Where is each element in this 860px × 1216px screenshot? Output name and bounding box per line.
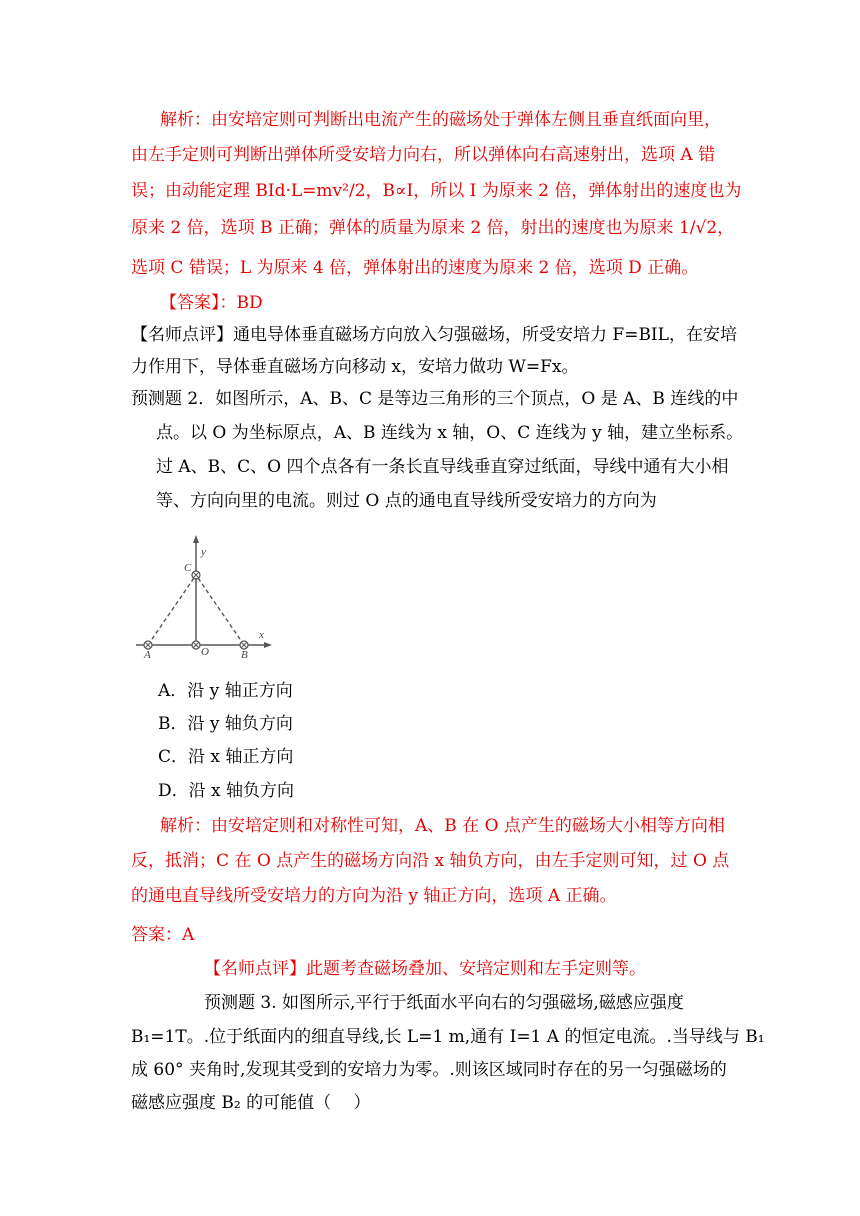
analysis-line-4: 原来 2 倍，选项 B 正确；弹体的质量为原来 2 倍，射出的速度也为原来 1/√2， <box>131 218 735 238</box>
label-b: B <box>241 649 248 660</box>
problem3-line-1: 预测题 3. 如图所示,平行于纸面水平向右的匀强磁场,磁感应强度 <box>204 993 684 1013</box>
problem2-line-1: 预测题 2．如图所示，A、B、C 是等边三角形的三个顶点，O 是 A、B 连线的中 <box>131 389 739 409</box>
problem2-line-3: 过 A、B、C、O 四个点各有一条长直导线垂直穿过纸面，导线中通有大小相 <box>156 457 729 477</box>
wire-c-marker <box>192 571 200 579</box>
p2-analysis-line-1: 解析：由安培定则和对称性可知，A、B 在 O 点产生的磁场大小相等方向相 <box>160 816 725 836</box>
analysis-line-5: 选项 C 错误；L 为原来 4 倍，弹体射出的速度为原来 2 倍，选项 D 正确。 <box>131 258 699 278</box>
label-o: O <box>201 646 209 658</box>
label-c: C <box>184 562 192 574</box>
problem3-line-4: 磁感应强度 B₂ 的可能值（ ） <box>131 1093 371 1113</box>
option-b: B．沿 y 轴负方向 <box>158 714 293 734</box>
option-d: D．沿 x 轴负方向 <box>158 781 295 801</box>
wire-b-marker <box>240 641 248 649</box>
option-a: A．沿 y 轴正方向 <box>158 681 293 701</box>
p2-comment: 【名师点评】此题考查磁场叠加、安培定则和左手定则等。 <box>204 959 646 979</box>
answer-1: 【答案】：BD <box>160 293 263 313</box>
label-a: A <box>144 649 151 660</box>
analysis-line-2: 由左手定则可判断出弹体所受安培力向右，所以弹体向右高速射出，选项 A 错 <box>131 145 716 165</box>
analysis-line-3: 误；由动能定理 BId·L=mv²/2，B∝I，所以 I 为原来 2 倍，弹体射出的速度也为 <box>131 181 742 201</box>
analysis-line-1: 解析：由安培定则可判断出电流产生的磁场处于弹体左侧且垂直纸面向里， <box>160 110 721 130</box>
problem2-line-4: 等、方向向里的电流。则过 O 点的通电直导线所受安培力的方向为 <box>156 491 657 511</box>
comment-line-1: 【名师点评】通电导体垂直磁场方向放入匀强磁场，所受安培力 F=BIL，在安培 <box>131 325 737 345</box>
p2-analysis-line-2: 反，抵消；C 在 O 点产生的磁场方向沿 x 轴负方向，由左手定则可知，过 O 点 <box>131 851 730 871</box>
problem3-line-2: B₁=1T。.位于纸面内的细直导线,长 L=1 m,通有 I=1 A 的恒定电流。.当导线与 B₁ <box>131 1027 765 1047</box>
x-arrow <box>264 642 272 648</box>
p2-analysis-line-3: 的通电直导线所受安培力的方向为沿 y 轴正方向，选项 A 正确。 <box>131 886 617 906</box>
problem3-line-3: 成 60° 夹角时,发现其受到的安培力为零。.则该区域同时存在的另一匀强磁场的 <box>131 1060 727 1080</box>
problem2-line-2: 点。以 O 为坐标原点，A、B 连线为 x 轴，O、C 连线为 y 轴，建立坐标系。 <box>156 423 744 443</box>
label-y: y <box>201 546 206 558</box>
wire-a-marker <box>144 641 152 649</box>
side-bc <box>196 575 244 645</box>
side-ac <box>148 575 196 645</box>
answer-2: 答案：A <box>131 925 195 945</box>
wire-o-marker <box>192 641 200 649</box>
option-c: C．沿 x 轴正方向 <box>158 747 294 767</box>
comment-line-2: 力作用下，导体垂直磁场方向移动 x，安培力做功 W=Fx。 <box>131 357 579 377</box>
triangle-diagram <box>134 530 274 660</box>
y-arrow <box>193 535 199 543</box>
label-x: x <box>259 629 264 641</box>
